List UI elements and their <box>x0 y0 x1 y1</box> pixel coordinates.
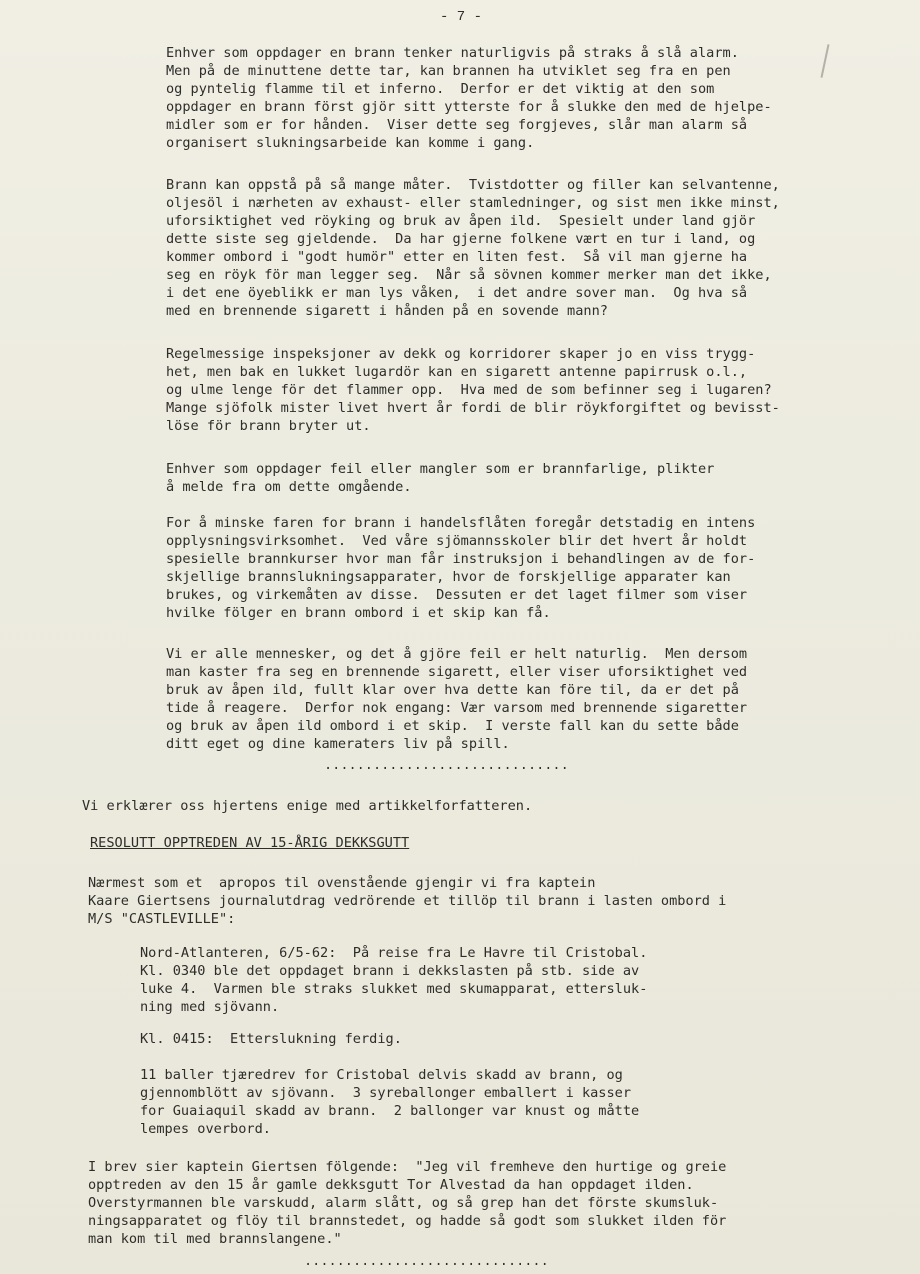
article-heading: RESOLUTT OPPTREDEN AV 15-ÅRIG DEKKSGUTT <box>90 835 410 851</box>
separator-dots: .............................. <box>324 759 569 774</box>
scan-mark <box>820 44 829 78</box>
paragraph-alarm: Enhver som oppdager en brann tenker naturligvis på straks å slå alarm. Men på de minuttene dette tar, kan brannen ha utviklet seg fra en pen og pyntelig flamme til et inferno. Derfor er det viktig at den som oppdager en brann först gjör sitt ytterste for å slukke den med de hjelpe- midler som er for hånden. Viser dette seg forgjeves, slår man alarm så organisert slukningsarbeide kan komme i gang. <box>166 45 772 151</box>
editor-note: Vi erklærer oss hjertens enige med artikkelforfatteren. <box>82 798 533 814</box>
captain-letter-quote: I brev sier kaptein Giertsen fölgende: "Jeg vil fremheve den hurtige og greie opptreden av den 15 år gamle dekksgutt Tor Alvestad da han oppdaget ilden. Overstyrmannen ble varskudd, alarm slått, og så grep han det förste skumsluk- ningsapparatet og flöy til brannstedet, og hadde så godt som slukket ilden för man kom til med brannslangene." <box>88 1159 727 1247</box>
separator-dots-end: .............................. <box>304 1255 549 1270</box>
page-number: - 7 - <box>440 9 483 25</box>
paragraph-report-faults: Enhver som oppdager feil eller mangler som er brannfarlige, plikter å melde fra om dette omgående. <box>166 461 715 495</box>
paragraph-inspections: Regelmessige inspeksjoner av dekk og korridorer skaper jo en viss trygg- het, men bak en lukket lugardör kan en sigarett antenne papirrusk o.l., og ulme lenge för det flammer opp. Hva med de som befinner seg i lugaren? Mange sjöfolk mister livet hvert år fordi de blir röykforgiftet og bevisst- löse för brann bryter ut. <box>166 346 780 434</box>
paragraph-warning: Vi er alle mennesker, og det å gjöre feil er helt naturlig. Men dersom man kaster fra seg en brennende sigarett, eller viser uforsiktighet ved bruk av åpen ild, fullt klar over hva dette kan före til, da er det på tide å reagere. Derfor nok engang: Vær varsom med brennende sigaretter og bruk av åpen ild ombord i et skip. I verste fall kan du sette både ditt eget og dine kameraters liv på spill. <box>166 646 748 752</box>
journal-entry-finished: Kl. 0415: Etterslukning ferdig. <box>140 1031 402 1047</box>
paragraph-causes: Brann kan oppstå på så mange måter. Tvistdotter og filler kan selvantenne, oljesöl i nærheten av exhaust- eller stamledninger, og sist men ikke minst, uforsiktighet ved röyking og bruk av åpen ild. Spesielt under land gjör dette siste seg gjeldende. Da har gjerne folkene vært en tur i land, og kommer ombord i "godt humör" etter en liten fest. Så vil man gjerne ha seg en röyk för man legger seg. Når så sövnen kommer merker man det ikke, i det ene öyeblikk er man lys våken, i det andre sover man. Og hva så med en brennende sigarett i hånden på en sovende mann? <box>166 177 780 319</box>
journal-entry-damage: 11 baller tjæredrev for Cristobal delvis skadd av brann, og gjennomblött av sjövann. 3 syreballonger emballert i kasser for Guaiaquil skadd av brann. 2 ballonger var knust og måtte lempes overbord. <box>140 1067 640 1137</box>
paragraph-information: For å minske faren for brann i handelsflåten foregår detstadig en intens opplysningsvirksomhet. Ved våre sjömannsskoler blir det hvert år holdt spesielle brannkurser hvor man får instruksjon i behandlingen av de for- skjellige brannslukningsapparater, hvor de forskjellige apparater kan brukes, og virkemåten av disse. Dessuten er det laget filmer som viser hvilke fölger en brann ombord i et skip kan få. <box>166 515 756 621</box>
article-intro: Nærmest som et apropos til ovenstående gjengir vi fra kaptein Kaare Giertsens journalutdrag vedrörende et tillöp til brann i lasten ombord i M/S "CASTLEVILLE": <box>88 875 727 927</box>
journal-entry-report: Nord-Atlanteren, 6/5-62: På reise fra Le Havre til Cristobal. Kl. 0340 ble det oppdaget brann i dekkslasten på stb. side av luke 4. Varmen ble straks slukket med skumapparat, ettersluk- ning med sjövann. <box>140 945 648 1015</box>
